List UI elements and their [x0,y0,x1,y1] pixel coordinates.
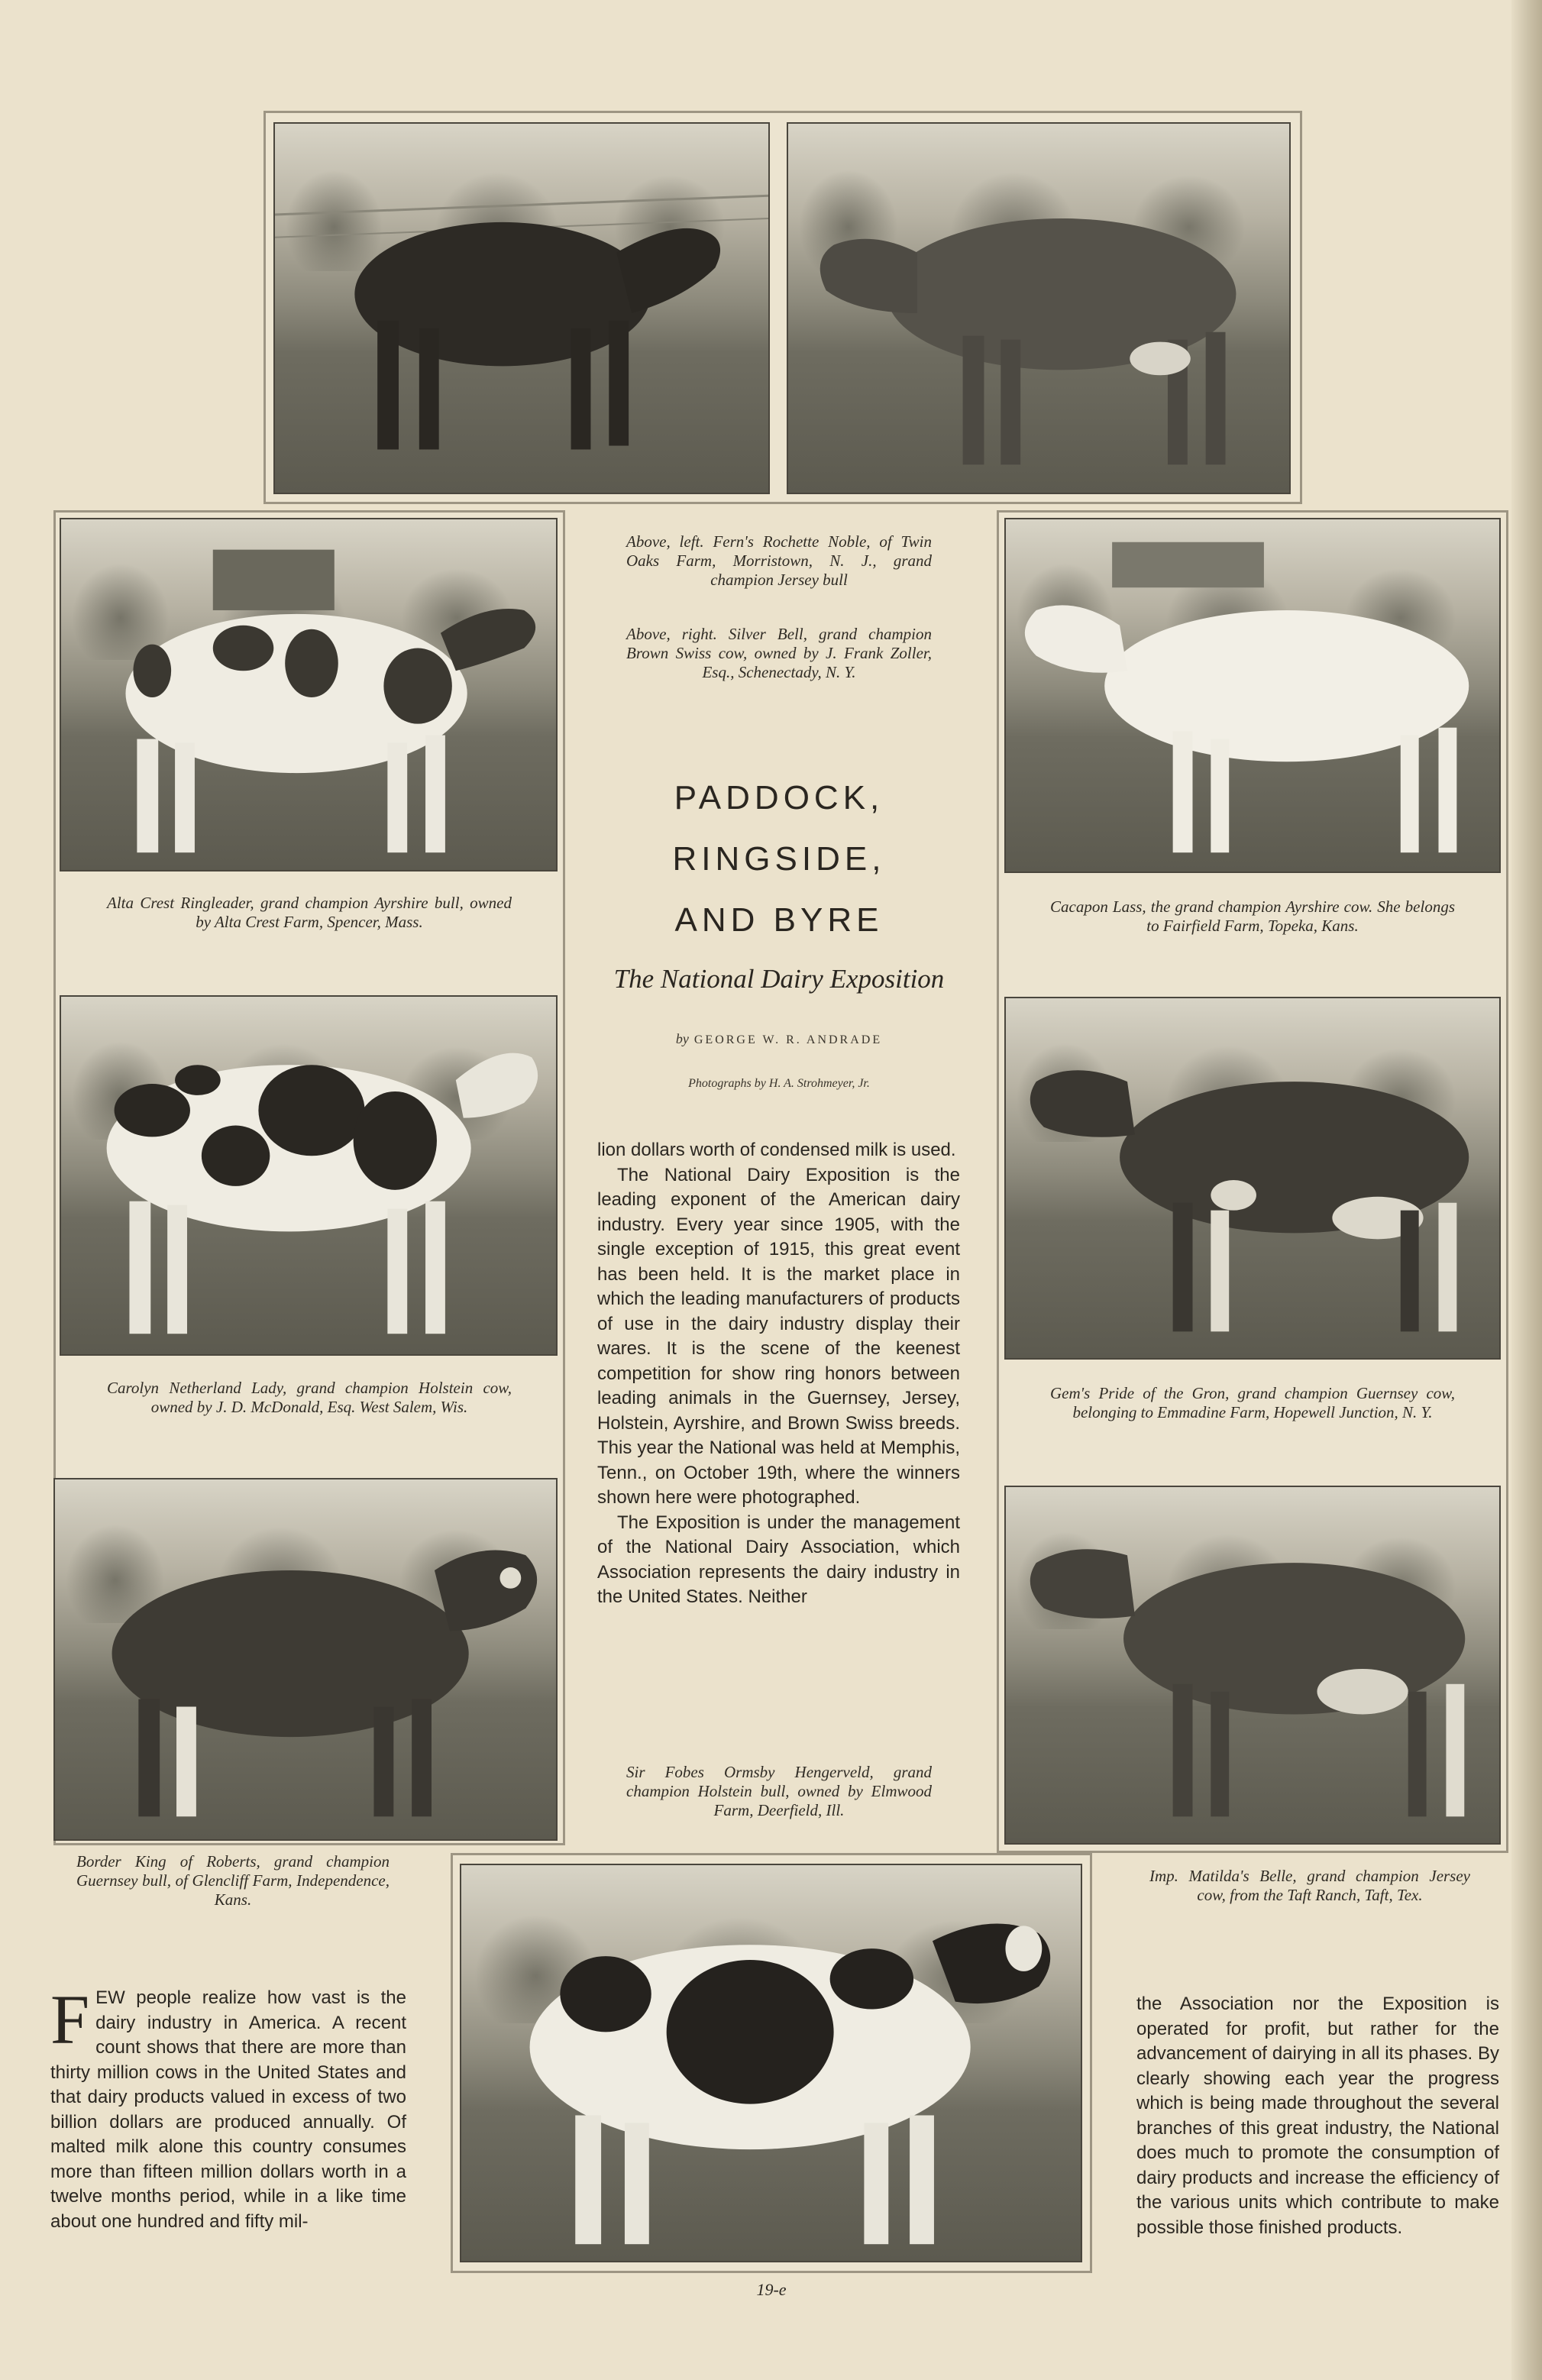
white-cow-icon [1006,519,1499,871]
photo-guernsey-cow [1004,997,1501,1360]
photo-ayrshire-bull [60,518,558,871]
caption-border-king: Border King of Roberts, grand champion Guernsey bull, of Glencliff Farm, Independence, Kans. [76,1852,390,1909]
caption-alta-crest: Alta Crest Ringleader, grand champion Ayrshire bull, owned by Alta Crest Farm, Spencer, Mass. [107,894,512,931]
jersey-cow-icon [1006,1487,1499,1843]
photo-ayrshire-cow [1004,518,1501,873]
article-subtitle: The National Dairy Exposition [613,964,945,994]
holstein-cow-icon [61,997,556,1354]
caption-gems-pride: Gem's Pride of the Gron, grand champion Guernsey cow, belonging to Emmadine Farm, Hopewell Junction, N. Y. [1050,1384,1455,1421]
body-column-center [597,1138,960,1610]
caption-top-left: Above, left. Fern's Rochette Noble, of Twin Oaks Farm, Morristown, N. J., grand champion Jersey bull [626,532,932,589]
photo-credit: Photographs by H. A. Strohmeyer, Jr. [688,1077,870,1090]
caption-top-right: Above, right. Silver Bell, grand champion Brown Swiss cow, owned by J. Frank Zoller, Esq., Schenectady, N. Y. [626,625,932,681]
title-line-3: AND BYRE [674,901,884,939]
paragraph-right-1: the Association nor the Exposition is operated for profit, but rather for the advancement of dairying in all its phases. By clearly showing each year the progress which is being made throughout the several branches of this great industry, the National does much to promote the consumption of dairy products and increase the efficiency of the various units which contribute to make possible those finished products. [1136,1994,1499,2238]
guernsey-cow-icon [1006,998,1499,1358]
photo-holstein-cow [60,995,558,1356]
body-column-left [50,1981,406,2234]
brown-cow-icon [788,124,1289,493]
photo-holstein-bull [460,1864,1082,2262]
caption-carolyn: Carolyn Netherland Lady, grand champion Holstein cow, owned by J. D. McDonald, Esq. West Salem, Wis. [107,1379,512,1416]
caption-cacapon: Cacapon Lass, the grand champion Ayrshire cow. She belongs to Fairfield Farm, Topeka, Kans. [1050,897,1455,935]
caption-sir-fobes: Sir Fobes Ormsby Hengerveld, grand champion Holstein bull, owned by Elmwood Farm, Deerfield, Ill. [626,1763,932,1819]
dropcap: F [50,1981,90,2058]
byline [565,1031,993,1047]
paragraph-center-1: lion dollars worth of condensed milk is used. [597,1140,956,1160]
paragraph-left-1-text: EW people realize how vast is the dairy industry in America. A recent count shows that there are more than thirty million cows in the United States and that dairy products valued in excess of two billion dollars are produced annually. Of malted milk alone this country consumes more than fifteen million dollars worth in a twelve months period, while in a like time about one hundred and fifty mil- [50,1987,406,2232]
title-line-2: RINGSIDE, [672,840,886,878]
dark-bull-icon [275,124,768,493]
holstein-bull-icon [461,1865,1081,2261]
paragraph-center-2: The National Dairy Exposition is the leading exponent of the American dairy industry. Every year since 1905, with the single exception of 1915, this great event has been held. It is the market place in which the leading manufacturers of products of use in the dairy industry display their wares. It is the scene of the keenest competition for show ring honors between leading animals in the Guernsey, Jersey, Holstein, Ayrshire, and Brown Swiss breeds. This year the National was held at Memphis, Tenn., on October 19th, where the winners shown here were photographed. [597,1164,960,1508]
paragraph-center-3: The Exposition is under the management of the National Dairy Association, which Association represents the dairy industry in the United States. Neither [597,1512,960,1607]
photo-brown-swiss-cow [787,122,1291,494]
photo-jersey-bull [273,122,770,494]
photo-jersey-cow [1004,1486,1501,1845]
paragraph-left-1 [50,1981,406,2234]
photo-guernsey-bull [53,1478,558,1841]
guernsey-bull-icon [55,1479,556,1839]
title-line-1: PADDOCK, [674,779,884,817]
byline-name: GEORGE W. R. ANDRADE [693,1033,883,1046]
body-column-right [1136,1992,1499,2240]
spotted-bull-icon [61,519,556,870]
article-title [565,768,993,951]
caption-matilda: Imp. Matilda's Belle, grand champion Jersey cow, from the Taft Ranch, Taft, Tex. [1149,1867,1470,1904]
page-number: 19-e [756,2280,787,2299]
page-edge [1511,0,1542,2380]
byline-prefix: by [675,1031,689,1046]
